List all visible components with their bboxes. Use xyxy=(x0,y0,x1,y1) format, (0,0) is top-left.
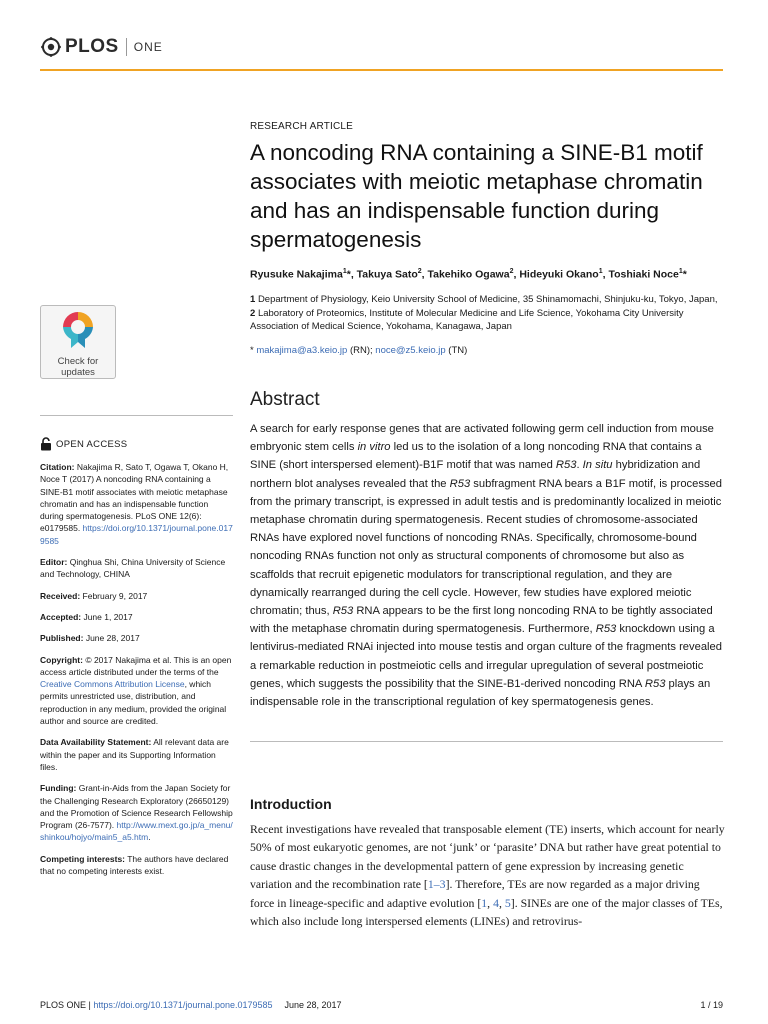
abstract-text-run: knockdown using a lentivirus-mediated RNAi injected into mouse testis and organ culture of the fragments revealed a remarkable reduction in postmeiotic cells and irregular upregulation of several postmeiotic genes, which suggests the possibility that the SINE-B1-derived noncoding RNA xyxy=(250,623,722,690)
abstract-italic-term: R53 xyxy=(332,605,354,618)
competing-interests-block: Competing interests: The authors have declared that no competing interests exist. xyxy=(40,853,229,877)
check-for-updates-badge[interactable] xyxy=(40,305,116,379)
article-type: RESEARCH ARTICLE xyxy=(250,121,354,132)
data-availability-block: Data Availability Statement: All relevant data are within the paper and its Supporting Information files. xyxy=(40,737,229,772)
author-name: Hideyuki Okano xyxy=(519,268,599,281)
corresponding-author-mark: * xyxy=(346,268,351,281)
article-title: A noncoding RNA containing a SINE-B1 motif associates with meiotic metaphase chromatin and has an indispensable function during spermatogenesis xyxy=(250,140,703,252)
reference-link[interactable]: 4 xyxy=(493,895,499,910)
published-date: Published: June 28, 2017 xyxy=(40,633,140,644)
abstract-italic-term: R53 xyxy=(449,477,471,490)
logo-divider xyxy=(126,38,127,56)
abstract-italic-term: In situ xyxy=(582,459,613,472)
corresponding-author-mark: * xyxy=(682,268,687,281)
footer-journal: PLOS ONE xyxy=(40,1000,87,1010)
received-date: Received: February 9, 2017 xyxy=(40,590,148,601)
footer-doi-link[interactable]: https://doi.org/10.1371/journal.pone.0179585 xyxy=(93,1000,273,1010)
section-divider xyxy=(250,741,723,742)
header-divider xyxy=(40,69,723,71)
reference-link[interactable]: 1–3 xyxy=(427,877,446,892)
abstract-text-run: led us to the isolation of a long noncoding RNA that contains a SINE (short interspersed element)-B1F motif that was named xyxy=(250,441,702,472)
affiliation-text: Department of Physiology, Keio University School of Medicine, 35 Shinamomachi, Shinjuku-ku, Tokyo, Japan, xyxy=(257,294,718,305)
reference-link[interactable]: 5 xyxy=(504,895,511,910)
author-affiliation-mark: 1 xyxy=(598,268,603,275)
plos-one-logo[interactable] xyxy=(40,36,163,58)
affiliation-number: 2 xyxy=(250,307,256,319)
funding-block: Funding: Grant-in-Aids from the Japan Society for the Challenging Research Exploratory (26650129) and the Promotion of Science Research Fellowship Program (26-7577). http://www.mext.go.jp/a_menu/shinkou/hojyo/main5_a5.htm. xyxy=(40,783,233,843)
author-affiliation-mark: 2 xyxy=(509,268,514,275)
author-name: Toshiaki Noce xyxy=(608,268,679,281)
page-footer xyxy=(40,1000,723,1010)
author-name: Takuya Sato xyxy=(356,268,418,281)
open-lock-icon xyxy=(40,437,52,451)
footer-left: PLOS ONE | https://doi.org/10.1371/journal.pone.0179585 June 28, 2017 xyxy=(40,1000,342,1010)
accepted-date: Accepted: June 1, 2017 xyxy=(40,611,133,622)
check-for-updates-label: Check for updates xyxy=(57,356,99,378)
author-name: Ryusuke Nakajima xyxy=(250,268,343,281)
abstract-text-run: RNA appears to be the first long noncoding RNA to be tightly associated with the metaphase chromatin during spermatogenesis. Furthermore, xyxy=(250,605,713,636)
article-info-sidebar xyxy=(40,461,233,886)
corresponding-star: * xyxy=(250,345,254,356)
abstract-text-run: hybridization and northern blot analyses revealed that the xyxy=(250,459,701,490)
email-link[interactable]: makajima@a3.keio.jp xyxy=(256,345,348,356)
abstract-italic-term: R53 xyxy=(555,459,577,472)
crossmark-icon xyxy=(61,310,95,350)
affiliation-text: Laboratory of Proteomics, Institute of Molecular Medicine and Life Science, Yokohama City University Association of Medical Science, Yokohama, Kanagawa, Japan xyxy=(250,307,684,332)
affiliations xyxy=(250,293,720,334)
author-name: Takehiko Ogawa xyxy=(427,268,510,281)
correspondence xyxy=(250,345,467,356)
citation-block: Citation: Nakajima R, Sato T, Ogawa T, Okano H, Noce T (2017) A noncoding RNA containing a SINE-B1 motif associates with meiotic metaphase chromatin and has an indispensable function during spermatogenesis. PLoS ONE 12(6): e0179585. https://doi.org/10.1371/journal.pone.0179585 xyxy=(40,462,233,546)
author-affiliation-mark: 2 xyxy=(417,268,422,275)
abstract-italic-term: R53 xyxy=(644,677,666,690)
introduction-heading: Introduction xyxy=(250,796,332,812)
plos-logo-icon xyxy=(40,36,62,58)
email-link[interactable]: noce@z5.keio.jp xyxy=(375,345,446,356)
footer-date: June 28, 2017 xyxy=(284,1000,342,1010)
abstract-heading: Abstract xyxy=(250,389,320,410)
doi-link[interactable]: https://doi.org/10.1371/journal.pone.0179585 xyxy=(40,523,233,546)
abstract-italic-term: R53 xyxy=(595,623,617,636)
abstract-text-run: subfragment RNA bears a B1F motif, is processed from the primary transcript, is expressed in adult testis and is predominantly localized in meiotic metaphase chromatin during spermatogenesis. Recent studies of chromosome-associated RNAs have explored novel functions of noncoding RNAs. Specifically, chromosome-bound noncoding RNAs function not only as structural components of chromosome but also as scaffolds that recruit epigenetic modulators for transcriptional regulation, and they are dynamically rearranged during the cell cycle. However, few studies have explored meiotic chromatin; thus, xyxy=(250,477,722,618)
affiliation-number: 1 xyxy=(250,294,256,305)
correspondence-initials: (RN); xyxy=(347,345,376,356)
sidebar-divider xyxy=(40,415,233,416)
abstract-text xyxy=(250,420,725,711)
page-number: 1 / 19 xyxy=(700,1000,723,1010)
abstract-italic-term: in vitro xyxy=(357,441,391,454)
introduction-text: Recent investigations have revealed that transposable element (TE) inserts, which account for nearly 50% of most eukaryotic genomes, are not ‘junk’ or ‘parasite’ DNA but rather have great potential to cause drastic changes in the developmental pattern of gene expression by increasing genetic variation and the recombination rate [1–3]. Therefore, TEs are now regarded as a major driving force in lineage-specific and adaptive evolution [1, 4, 5]. SINEs are one of the major classes of TEs, which also include long interspersed elements (LINEs) and retrovirus- xyxy=(250,822,725,929)
abstract-text-run: plays an indispensable role in the transcriptional regulation of key spermatogenesis genes. xyxy=(250,677,711,709)
open-access-badge: OPEN ACCESS xyxy=(40,437,127,451)
copyright-block: Copyright: © 2017 Nakajima et al. This is an open access article distributed under the terms of the Creative Commons Attribution License, which permits unrestricted use, distribution, and reproduction in any medium, provided the original author and source are credited. xyxy=(40,654,232,727)
abstract-text-run: A search for early response genes that are activated following germ cell induction from mouse embryonic stem cells xyxy=(250,423,714,454)
correspondence-initials: (TN) xyxy=(445,345,468,356)
author-affiliation-mark: 1 xyxy=(678,268,683,275)
license-link[interactable]: Creative Commons Attribution License xyxy=(40,679,185,690)
editor-block: Editor: Qinghua Shi, China University of Science and Technology, CHINA xyxy=(40,557,226,580)
abstract-text-run: . xyxy=(576,459,583,472)
author-affiliation-mark: 1 xyxy=(342,268,347,275)
author-list: Ryusuke Nakajima$^1$*, Takuya Sato$^2$, Takehiko Ogawa$^2$, Hideyuki Okano$^1$, Toshiaki Noce$^1$* xyxy=(250,268,687,281)
brand-name: PLOS xyxy=(65,36,119,57)
funding-link[interactable]: http://www.mext.go.jp/a_menu/shinkou/hojyo/main5_a5.htm xyxy=(40,820,233,843)
reference-link[interactable]: 1 xyxy=(481,895,488,910)
journal-name: ONE xyxy=(133,40,163,54)
